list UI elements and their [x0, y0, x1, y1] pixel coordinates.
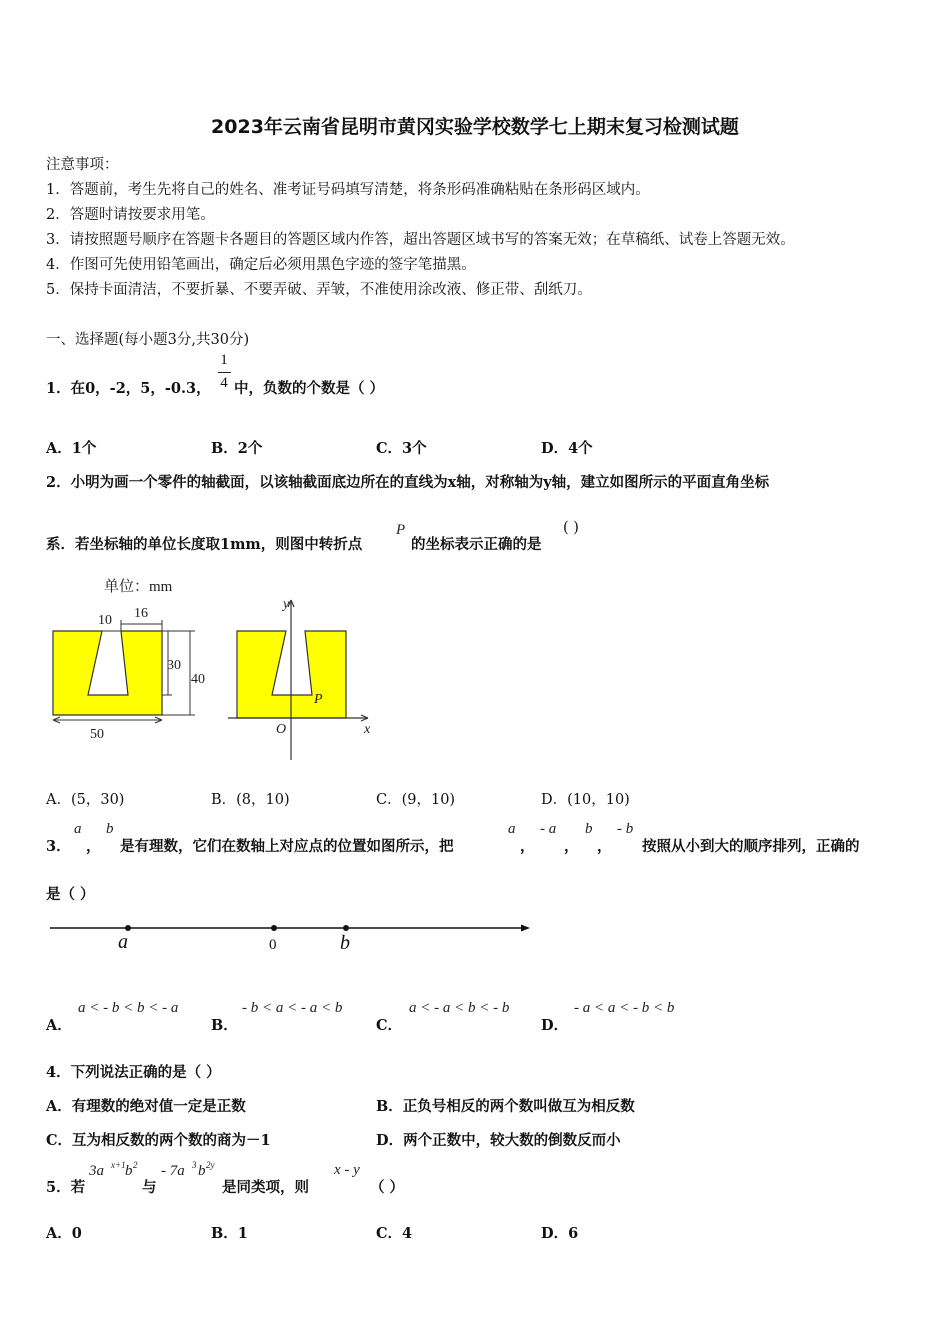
fig-dim-30: 30 — [167, 658, 181, 673]
q1-stem-start: 1．在0，-2，5，-0.3， — [46, 380, 211, 397]
q3-list-neg-b: - b — [617, 821, 634, 837]
q3-comma-3: ， — [564, 838, 579, 855]
q3-stem-mid: 是有理数，它们在数轴上对应点的位置如图所示，把 — [120, 838, 454, 855]
number-line-point-b — [343, 925, 349, 931]
q1-fraction-bar — [218, 372, 231, 373]
q3-option-c-label[interactable]: C． — [376, 1017, 403, 1034]
fig-dim-50: 50 — [90, 727, 104, 742]
note-item-3: 3．请按照题号顺序在答题卡各题目的答题区域内作答，超出答题区域书写的答案无效；在草稿纸、试卷上答题无效。 — [46, 232, 795, 248]
number-line-point-zero — [271, 925, 277, 931]
q3-option-d-expr[interactable]: - a < a < - b < b — [574, 1000, 675, 1016]
q3-number: 3． — [46, 838, 71, 855]
note-item-4: 4．作图可先使用铅笔画出，确定后必须用黑色字迹的签字笔描黑。 — [46, 257, 476, 273]
q1-option-a[interactable]: A．1个 — [46, 440, 97, 457]
number-line-label-b: b — [340, 932, 350, 954]
q5-term1-exponent: x+1 — [111, 1160, 126, 1170]
q3-list-b: b — [585, 821, 593, 837]
q4-stem: 4．下列说法正确的是（ ） — [46, 1064, 221, 1081]
q4-option-b[interactable]: B．正负号相反的两个数叫做互为相反数 — [376, 1098, 635, 1115]
q3-comma-1: ， — [86, 838, 101, 855]
note-item-2: 2．答题时请按要求用笔。 — [46, 207, 215, 223]
q3-list-a: a — [508, 821, 516, 837]
q2-point-p: P — [396, 522, 406, 538]
fig-unit-label: 单位：mm — [104, 579, 173, 595]
q3-number-line — [40, 912, 540, 962]
q2-option-a[interactable]: A．(5，30) — [46, 792, 125, 808]
q1-option-c[interactable]: C．3个 — [376, 440, 427, 457]
q1-fraction-numerator: 1 — [220, 352, 228, 368]
q5-answer-paren: （ ） — [370, 1179, 405, 1196]
q3-option-d-label[interactable]: D． — [541, 1017, 569, 1034]
note-item-5: 5．保持卡面清洁，不要折暴、不要弄破、弄皱，不准使用涂改液、修正带、刮纸刀。 — [46, 282, 592, 298]
q5-expression: x - y — [334, 1162, 360, 1178]
page-title: 2023年云南省昆明市黄冈实验学校数学七上期末复习检测试题 — [211, 116, 739, 138]
fig-dim-40: 40 — [191, 672, 205, 687]
q2-option-c[interactable]: C．(9，10) — [376, 792, 456, 808]
q5-stem-mid: 是同类项，则 — [222, 1179, 309, 1196]
q5-term2-b-exponent: 2y — [206, 1160, 215, 1170]
q3-option-c-expr[interactable]: a < - a < b < - b — [409, 1000, 510, 1016]
section-heading: 一、选择题(每小题3分,共30分) — [46, 332, 250, 348]
q2-option-d[interactable]: D．(10，10) — [541, 792, 630, 808]
q5-with: 与 — [142, 1179, 157, 1196]
q5-term1-b-exponent: 2 — [133, 1160, 138, 1170]
q5-option-a[interactable]: A．0 — [46, 1225, 82, 1242]
fig-dim-10: 10 — [98, 613, 112, 628]
q5-term2-b: b — [198, 1163, 206, 1179]
fig-p-label: P — [314, 692, 323, 707]
q3-var-a: a — [74, 821, 82, 837]
q3-stem-line2: 是（ ） — [46, 886, 95, 903]
q1-option-b[interactable]: B．2个 — [211, 440, 263, 457]
q5-term2-exponent: 3 — [192, 1160, 197, 1170]
q4-option-c[interactable]: C．互为相反数的两个数的商为－1 — [46, 1132, 271, 1149]
q2-answer-paren: ( ) — [563, 520, 579, 536]
q3-list-neg-a: - a — [540, 821, 557, 837]
q3-option-b-expr[interactable]: - b < a < - a < b — [242, 1000, 343, 1016]
q5-term1-b: b — [125, 1163, 133, 1179]
fig-origin-label: O — [276, 722, 287, 737]
q2-stem-line2-end: 的坐标表示正确的是 — [411, 536, 542, 553]
q3-option-a-label[interactable]: A． — [46, 1017, 72, 1034]
fig-y-label: y — [283, 597, 290, 612]
q1-fraction-denominator: 4 — [220, 375, 228, 391]
number-line-arrow — [521, 925, 530, 932]
fig-x-label: x — [364, 722, 371, 737]
q3-option-b-label[interactable]: B． — [211, 1017, 238, 1034]
q5-term1-coef: 3a — [89, 1163, 104, 1179]
q3-option-a-expr[interactable]: a < - b < b < - a — [78, 1000, 179, 1016]
q2-stem-line1: 2．小明为画一个零件的轴截面，以该轴截面底边所在的直线为x轴，对称轴为y轴，建立如图所示的平面直角坐标 — [46, 474, 770, 491]
q2-option-b[interactable]: B．(8，10) — [211, 792, 290, 808]
q4-option-a[interactable]: A．有理数的绝对值一定是正数 — [46, 1098, 246, 1115]
fig-dim-16: 16 — [134, 606, 148, 621]
number-line-label-a: a — [118, 931, 128, 953]
note-item-1: 1．答题前，考生先将自己的姓名、准考证号码填写清楚，将条形码准确粘贴在条形码区域内。 — [46, 182, 650, 198]
q3-comma-4: ， — [597, 838, 612, 855]
q1-option-d[interactable]: D．4个 — [541, 440, 593, 457]
notes-heading: 注意事项： — [46, 157, 119, 173]
number-line-label-zero: 0 — [269, 937, 277, 953]
q3-comma-2: ， — [520, 838, 535, 855]
fig-left-part-shape — [53, 631, 162, 715]
q4-option-d[interactable]: D．两个正数中，较大数的倒数反而小 — [376, 1132, 621, 1149]
q5-option-d[interactable]: D．6 — [541, 1225, 579, 1242]
q5-option-b[interactable]: B．1 — [211, 1225, 248, 1242]
q5-number: 5．若 — [46, 1179, 86, 1196]
q2-stem-line2-start: 系．若坐标轴的单位长度取1mm，则图中转折点 — [46, 536, 363, 553]
q5-option-c[interactable]: C．4 — [376, 1225, 413, 1242]
q1-stem-end: 中，负数的个数是（ ） — [234, 380, 385, 397]
q5-term2-coef: - 7a — [161, 1163, 185, 1179]
q2-figure — [40, 570, 380, 765]
q3-var-b: b — [106, 821, 114, 837]
q3-stem-tail: 按照从小到大的顺序排列，正确的 — [642, 838, 860, 855]
